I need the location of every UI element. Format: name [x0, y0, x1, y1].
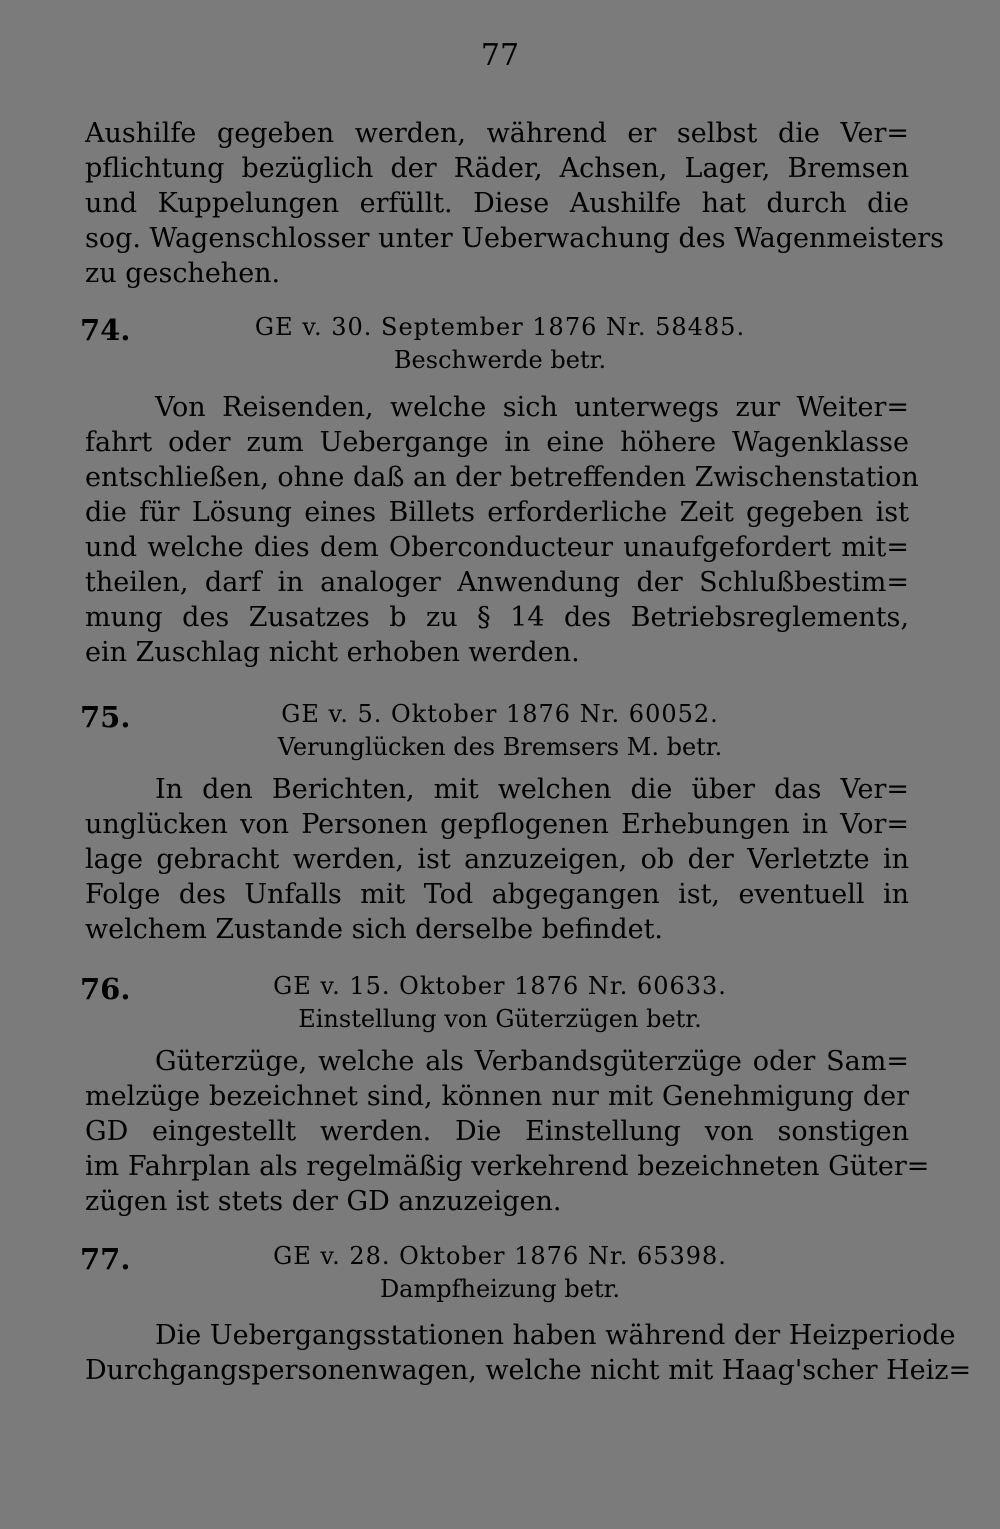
text-line: GD eingestellt werden. Die Einstellung von sonstigen [85, 1116, 909, 1147]
text-line: im Fahrplan als regelmäßig verkehrend bezeichneten Güter= [85, 1151, 930, 1182]
entry-reference: GE v. 28. Oktober 1876 Nr. 65398. [273, 1242, 727, 1270]
text-line: Aushilfe gegeben werden, während er selbst die Ver= [85, 118, 909, 149]
text-line: melzüge bezeichnet sind, können nur mit Genehmigung der [85, 1081, 909, 1112]
entry-number: 77. [80, 1242, 131, 1276]
entry-number: 75. [80, 700, 131, 734]
text-line: und welche dies dem Oberconducteur unaufgefordert mit= [85, 532, 909, 563]
entry-subject: Beschwerde betr. [393, 346, 607, 374]
text-line: fahrt oder zum Uebergange in eine höhere Wagenklasse [85, 427, 909, 458]
text-line: unglücken von Personen gepflogenen Erhebungen in Vor= [85, 809, 909, 840]
text-line: zu geschehen. [85, 258, 281, 289]
entry-reference: GE v. 15. Oktober 1876 Nr. 60633. [273, 972, 727, 1000]
text-line: mung des Zusatzes b zu § 14 des Betriebsreglements, [85, 602, 909, 633]
entry-number: 74. [80, 313, 131, 347]
entry-reference: GE v. 5. Oktober 1876 Nr. 60052. [281, 700, 719, 728]
intro-paragraph [85, 116, 945, 291]
text-line: Von Reisenden, welche sich unterwegs zur Weiter= [155, 392, 909, 423]
entry-body [85, 1044, 930, 1219]
text-line: entschließen, ohne daß an der betreffenden Zwischenstation [85, 462, 919, 493]
text-line: zügen ist stets der GD anzuzeigen. [85, 1186, 562, 1217]
text-line: theilen, darf in analoger Anwendung der Schlußbestim= [85, 567, 909, 598]
entry-subject: Verunglücken des Bremsers M. betr. [277, 733, 723, 761]
text-line: lage gebracht werden, ist anzuzeigen, ob der Verletzte in [85, 844, 909, 875]
text-line: welchem Zustande sich derselbe befindet. [85, 914, 664, 945]
text-line: die für Lösung eines Billets erforderliche Zeit gegeben ist [85, 497, 909, 528]
text-line: sog. Wagenschlosser unter Ueberwachung des Wagenmeisters [85, 223, 945, 254]
page-number: 77 [480, 38, 520, 73]
entry-heading [80, 1242, 920, 1312]
text-line: Güterzüge, welche als Verbandsgüterzüge oder Sam= [155, 1046, 909, 1077]
text-line: ein Zuschlag nicht erhoben werden. [85, 637, 580, 668]
entry-subject: Einstellung von Güterzügen betr. [298, 1005, 702, 1033]
entry-body [85, 390, 919, 670]
entry-heading [80, 700, 920, 770]
text-line: pflichtung bezüglich der Räder, Achsen, Lager, Bremsen [85, 153, 909, 184]
entry-reference: GE v. 30. September 1876 Nr. 58485. [254, 313, 746, 341]
entry-body [85, 1318, 972, 1388]
text-line: Die Uebergangsstationen haben während der Heizperiode [155, 1320, 956, 1351]
entry-heading [80, 972, 920, 1042]
entry-subject: Dampfheizung betr. [379, 1275, 621, 1303]
text-line: In den Berichten, mit welchen die über das Ver= [155, 774, 909, 805]
entry-body [85, 772, 909, 947]
entry-heading [80, 313, 920, 383]
text-line: Folge des Unfalls mit Tod abgegangen ist, eventuell in [85, 879, 909, 910]
text-line: Durchgangspersonenwagen, welche nicht mit Haag'scher Heiz= [85, 1355, 972, 1386]
entry-number: 76. [80, 972, 131, 1006]
text-line: und Kuppelungen erfüllt. Diese Aushilfe hat durch die [85, 188, 909, 219]
